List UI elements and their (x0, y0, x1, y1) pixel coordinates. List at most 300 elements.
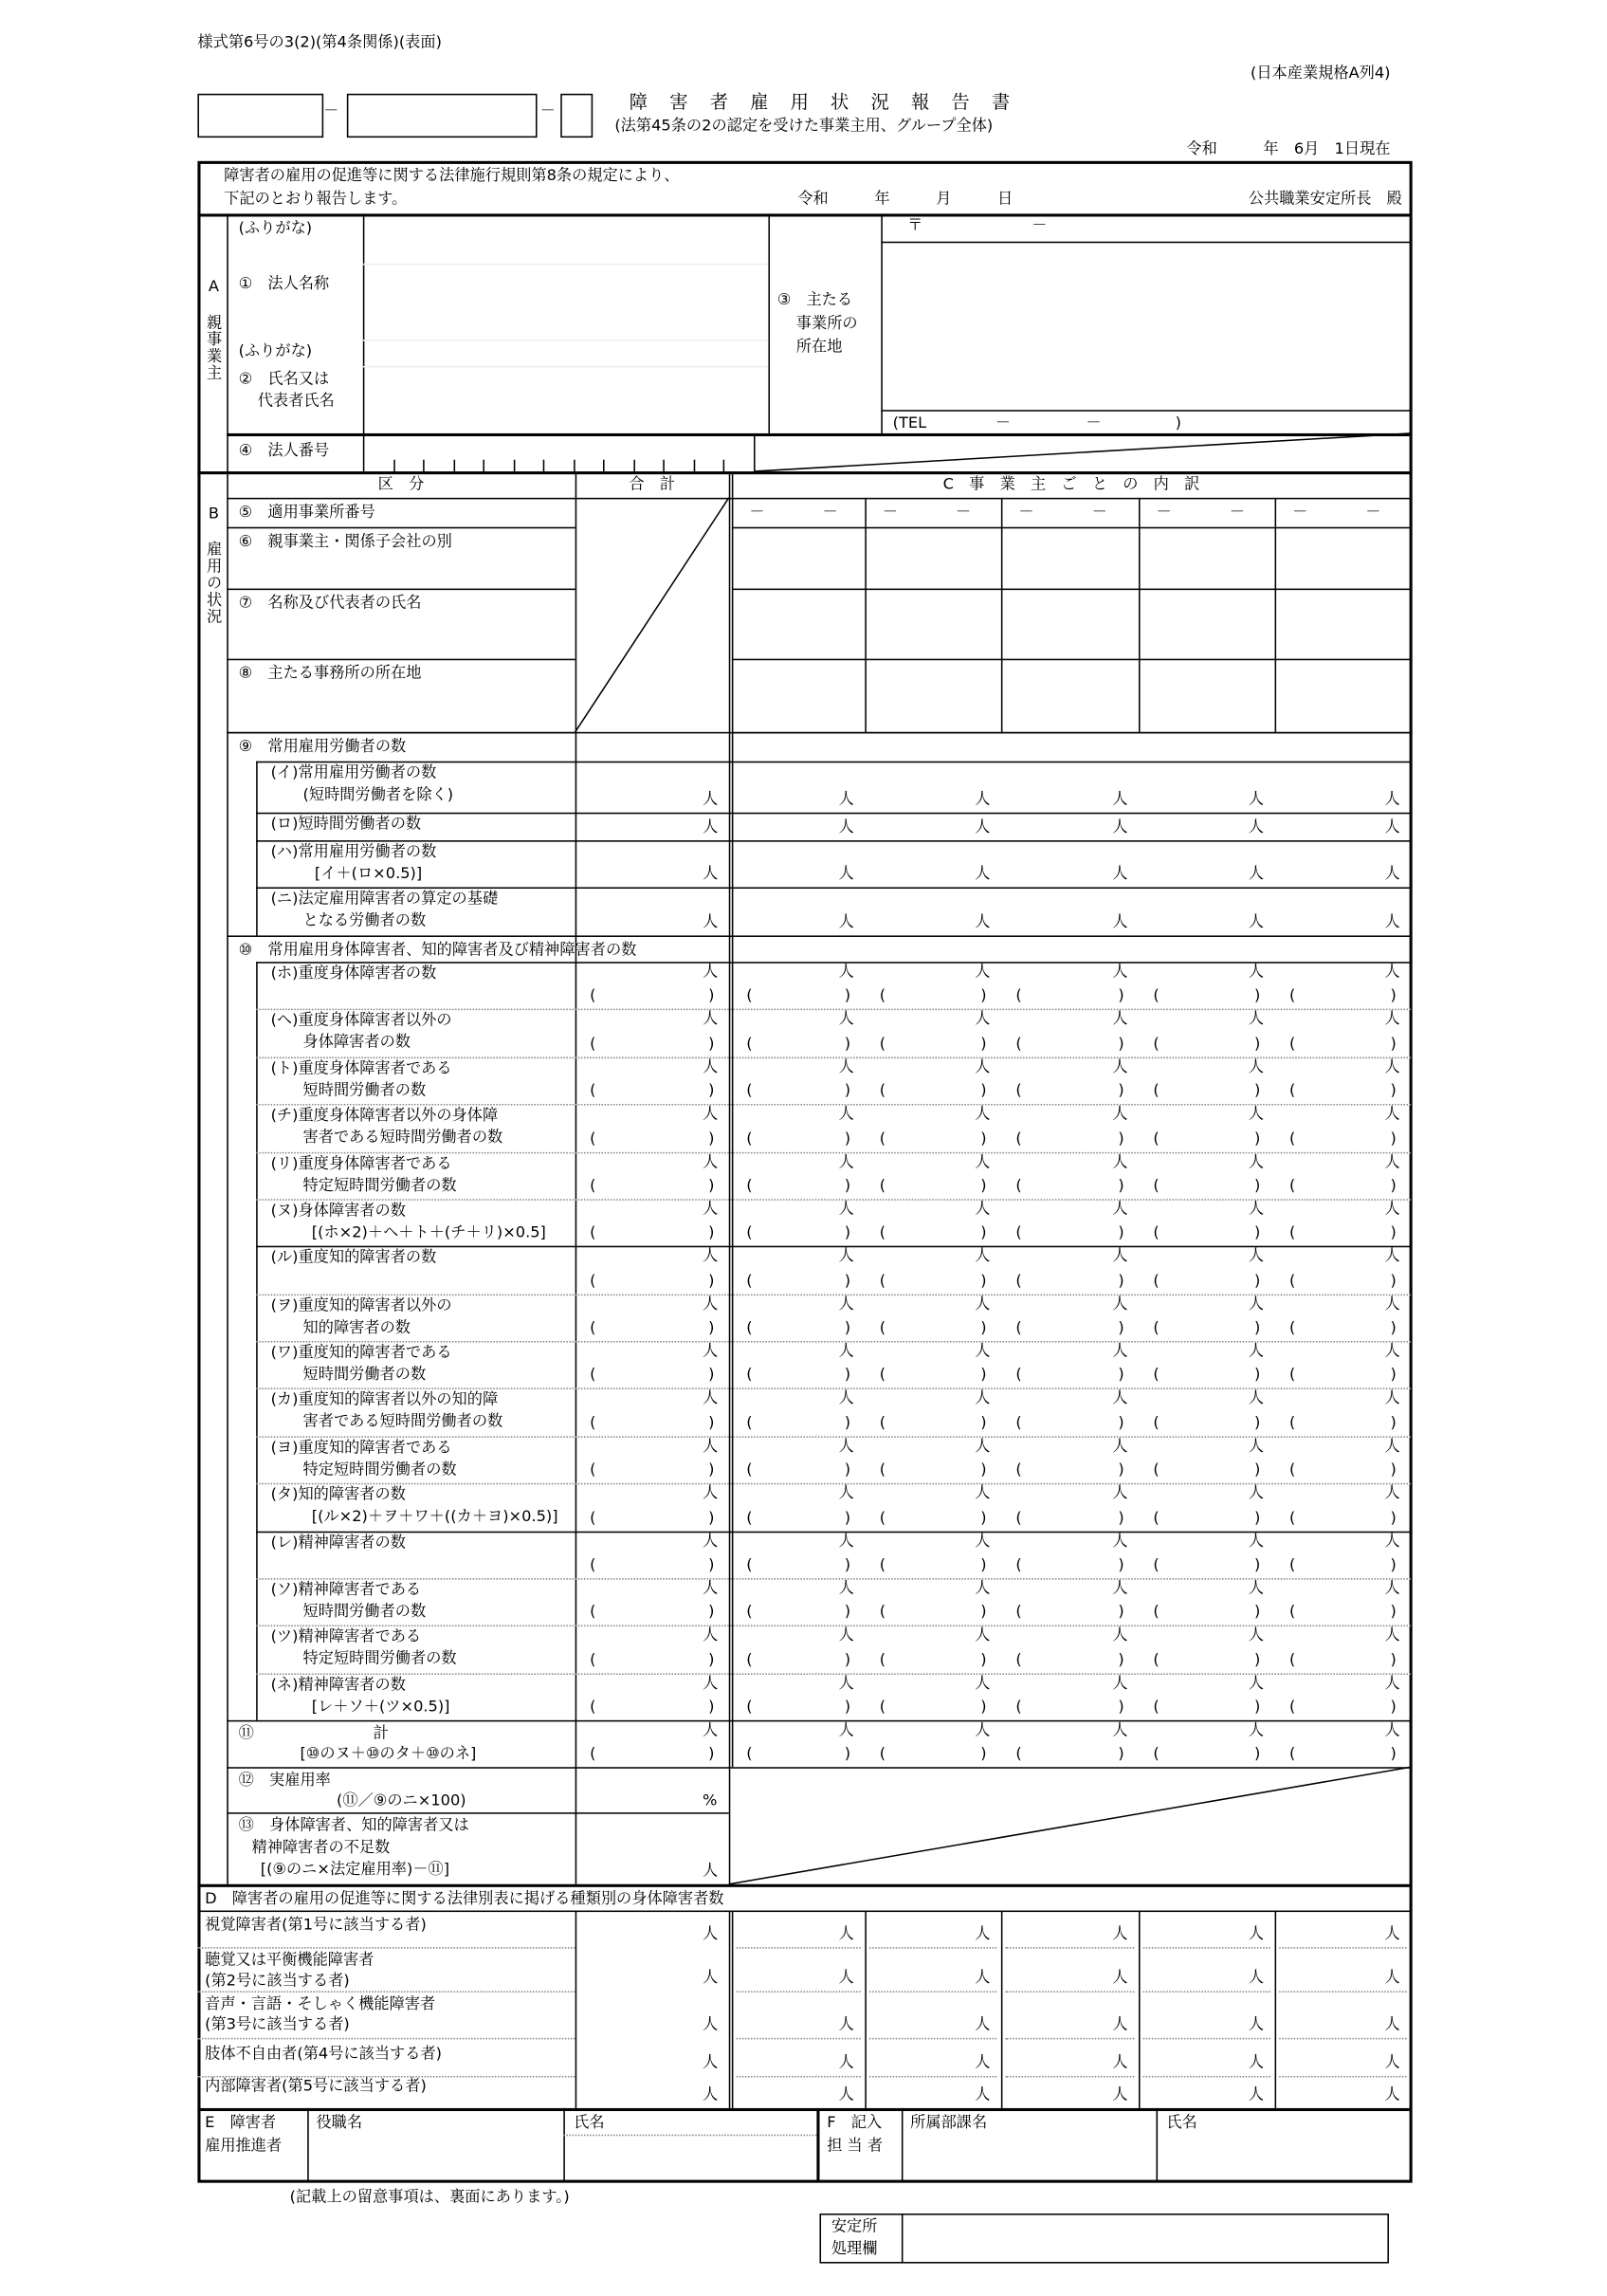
paren-open: ( (879, 1081, 886, 1100)
paren-close: ) (1118, 1650, 1124, 1669)
paren-close: ) (1390, 1555, 1397, 1574)
paren-close: ) (844, 1366, 851, 1385)
paren-close: ) (980, 987, 987, 1005)
person-unit: 人 (838, 790, 854, 809)
paren-open: ( (1153, 1745, 1160, 1763)
person-unit: 人 (702, 1721, 719, 1739)
person-unit: 人 (1112, 1389, 1128, 1408)
paren-open: ( (879, 1223, 886, 1242)
corporate-number-input[interactable] (364, 434, 752, 471)
column-header-breakdown: C 事 業 主 ご と の 内 訳 (942, 475, 1200, 494)
person-unit: 人 (1112, 1532, 1128, 1551)
person-unit: 人 (975, 1389, 991, 1408)
paren-close: ) (708, 1366, 715, 1385)
paren-open: ( (590, 1318, 596, 1337)
person-unit: 人 (838, 1674, 854, 1692)
person-unit: 人 (1384, 1105, 1400, 1124)
paren-close: ) (1390, 1271, 1397, 1290)
person-unit: 人 (702, 1389, 719, 1408)
person-unit: 人 (975, 1152, 991, 1171)
person-unit: 人 (1384, 1200, 1400, 1219)
parent-subsidiary-input[interactable] (1002, 528, 1137, 587)
corporate-name-furigana-input[interactable] (364, 215, 767, 264)
promoter-name-label: 氏名 (574, 2114, 605, 2132)
paren-close: ) (844, 1508, 851, 1527)
paren-open: ( (746, 1460, 753, 1479)
person-unit: 人 (838, 865, 854, 883)
paren-open: ( (746, 987, 753, 1005)
paren-close: ) (1118, 1555, 1124, 1574)
rule-line (227, 659, 575, 661)
paren-close: ) (1390, 1508, 1397, 1527)
person-unit: 人 (702, 1437, 719, 1456)
paren-close: ) (1253, 1555, 1261, 1574)
person-unit: 人 (702, 817, 719, 836)
furigana-label: (ふりがな) (238, 219, 313, 238)
jis-note: (日本産業規格A列4) (1250, 64, 1391, 83)
person-unit: 人 (1112, 2053, 1128, 2072)
paren-open: ( (590, 1081, 596, 1100)
person-unit: 人 (838, 963, 854, 982)
person-unit: 人 (702, 1295, 719, 1313)
paren-open: ( (1015, 1650, 1022, 1669)
person-unit: 人 (1112, 1626, 1128, 1644)
person-unit: 人 (1112, 2085, 1128, 2104)
main-office-address-input[interactable] (867, 660, 999, 730)
rule-line (197, 2108, 1411, 2111)
parent-subsidiary-input[interactable] (1276, 528, 1409, 587)
person-unit: 人 (702, 1342, 719, 1361)
paren-close: ) (1118, 1460, 1124, 1479)
paren-open: ( (746, 1366, 753, 1385)
paren-open: ( (1288, 1035, 1296, 1053)
paren-close: ) (1390, 1650, 1397, 1669)
address-input[interactable] (883, 243, 1410, 408)
person-unit: 人 (1112, 1247, 1128, 1266)
person-unit: 人 (975, 1247, 991, 1266)
disability-type-label: (第3号に該当する者) (205, 2015, 350, 2034)
person-unit: 人 (1248, 1969, 1264, 1987)
person-unit: 人 (838, 1924, 854, 1943)
person-unit: 人 (1384, 2053, 1400, 2072)
paren-open: ( (590, 987, 596, 1005)
disabled-subitem-label: 害者である短時間労働者の数 (302, 1413, 503, 1431)
representative-name-label: ② 氏名又は (238, 370, 330, 389)
person-unit: 人 (975, 1721, 991, 1739)
disabled-subitem-label: (ホ)重度身体障害者の数 (270, 964, 437, 983)
person-unit: 人 (1384, 2085, 1400, 2104)
paren-close: ) (844, 1698, 851, 1717)
paren-open: ( (1288, 1413, 1296, 1432)
total-formula: [⑩のヌ＋⑩のタ＋⑩のネ] (300, 1745, 477, 1763)
office-number-dash: － (882, 504, 899, 522)
disabled-subitem-label: (ヘ)重度身体障害者以外の (270, 1012, 452, 1030)
paren-close: ) (708, 1271, 715, 1290)
paren-open: ( (879, 1603, 886, 1622)
paren-open: ( (1153, 1413, 1160, 1432)
disability-type-label: 視覚障害者(第1号に該当する者) (205, 1916, 427, 1935)
paren-close: ) (708, 1508, 715, 1527)
paren-close: ) (1390, 1413, 1397, 1432)
rule-line (754, 433, 756, 471)
paren-close: ) (708, 1603, 715, 1622)
office-processing-label: 処理欄 (831, 2239, 878, 2258)
paren-close: ) (1253, 1698, 1261, 1717)
person-unit: 人 (702, 1057, 719, 1076)
paren-close: ) (844, 1129, 851, 1148)
disabled-subitem-label: (ネ)精神障害者の数 (270, 1675, 406, 1694)
paren-close: ) (1253, 1035, 1261, 1053)
paren-close: ) (1118, 987, 1124, 1005)
person-unit: 人 (1112, 1969, 1128, 1987)
rule-line (197, 1947, 575, 1949)
rule-line (816, 2108, 819, 2181)
paren-open: ( (1153, 1555, 1160, 1574)
paren-close: ) (1390, 1129, 1397, 1148)
tel-label: (TEL (892, 413, 927, 432)
person-unit: 人 (838, 1342, 854, 1361)
paren-open: ( (1153, 1650, 1160, 1669)
person-unit: 人 (975, 1532, 991, 1551)
promoter-position-input[interactable] (309, 2135, 562, 2180)
paren-open: ( (879, 1176, 886, 1195)
person-unit: 人 (1384, 1010, 1400, 1029)
paren-open: ( (1015, 1745, 1022, 1763)
paren-close: ) (708, 987, 715, 1005)
representative-name-input[interactable] (364, 367, 767, 432)
form-number-box-2[interactable] (347, 94, 538, 138)
paren-open: ( (1153, 1366, 1160, 1385)
disabled-subitem-label: (チ)重度身体障害者以外の身体障 (270, 1107, 499, 1125)
contact-name-input[interactable] (1158, 2135, 1410, 2180)
person-unit: 人 (1384, 1437, 1400, 1456)
paren-open: ( (1015, 1271, 1022, 1290)
person-unit: 人 (975, 2085, 991, 2104)
person-unit: 人 (702, 1924, 719, 1943)
rule-line (227, 935, 1411, 937)
disabled-subitem-label: (ト)重度身体障害者である (270, 1059, 452, 1077)
person-unit: 人 (838, 1579, 854, 1597)
person-unit: 人 (1248, 1437, 1264, 1456)
rule-line (197, 2038, 575, 2040)
person-unit: 人 (1384, 1674, 1400, 1692)
paren-open: ( (1288, 1318, 1296, 1337)
disabled-subitem-label: (レ)精神障害者の数 (270, 1534, 406, 1552)
person-unit: 人 (1248, 963, 1264, 982)
paren-close: ) (1253, 987, 1261, 1005)
person-unit: 人 (975, 1969, 991, 1987)
disabled-subitem-label: (リ)重度身体障害者である (270, 1154, 452, 1172)
tel-input[interactable] (937, 412, 1171, 433)
regular-workers-subitem-label: となる労働者の数 (302, 911, 427, 930)
person-unit: 人 (1384, 1389, 1400, 1408)
paren-open: ( (746, 1035, 753, 1053)
name-representative-input[interactable] (867, 590, 999, 657)
person-unit: 人 (702, 913, 719, 931)
person-unit: 人 (1384, 1342, 1400, 1361)
parent-subsidiary-input[interactable] (867, 528, 999, 587)
paren-close: ) (708, 1555, 715, 1574)
disabled-subitem-label: 害者である短時間労働者の数 (302, 1129, 503, 1147)
rule-line (227, 527, 575, 529)
office-number-dash: － (822, 504, 838, 522)
disabled-subitem-label: 特定短時間労働者の数 (302, 1460, 457, 1479)
paren-close: ) (980, 1745, 987, 1763)
office-number-dash: － (749, 504, 765, 522)
person-unit: 人 (1248, 790, 1264, 809)
main-office-address-input[interactable] (1276, 660, 1409, 730)
disabled-subitem-label: 知的障害者の数 (302, 1318, 411, 1336)
person-unit: 人 (1248, 2085, 1264, 2104)
main-office-address-input[interactable] (733, 660, 863, 730)
person-unit: 人 (1112, 865, 1128, 883)
person-unit: 人 (1248, 865, 1264, 883)
corporate-name-label: ① 法人名称 (238, 275, 330, 293)
paren-close: ) (708, 1650, 715, 1669)
corporate-name-input[interactable] (364, 265, 767, 340)
paren-close: ) (1253, 1508, 1261, 1527)
paren-open: ( (590, 1698, 596, 1717)
paren-open: ( (1015, 1603, 1022, 1622)
paren-close: ) (1118, 1698, 1124, 1717)
paren-open: ( (1288, 1698, 1296, 1717)
person-unit: 人 (838, 913, 854, 931)
paren-open: ( (1153, 1271, 1160, 1290)
main-office-address-input[interactable] (1002, 660, 1137, 730)
paren-open: ( (746, 1081, 753, 1100)
person-unit: 人 (1248, 1579, 1264, 1597)
name-representative-input[interactable] (1276, 590, 1409, 657)
shortage-label: ⑬ 身体障害者、知的障害者又は (238, 1816, 469, 1835)
paren-open: ( (879, 1745, 886, 1763)
paren-open: ( (1288, 1745, 1296, 1763)
person-unit: 人 (1384, 2015, 1400, 2034)
person-unit: 人 (1248, 1674, 1264, 1692)
tel-close: ) (1175, 413, 1181, 432)
person-unit: 人 (702, 2053, 719, 2072)
paren-open: ( (1153, 1508, 1160, 1527)
paren-close: ) (1253, 1413, 1261, 1432)
paren-open: ( (1288, 1603, 1296, 1622)
paren-open: ( (879, 1129, 886, 1148)
tel-dash: － (1086, 413, 1102, 432)
disabled-subitem-label: (ヨ)重度知的障害者である (270, 1439, 452, 1457)
person-unit: 人 (975, 2053, 991, 2072)
contact-department-input[interactable] (903, 2135, 1155, 2180)
paren-open: ( (1015, 1460, 1022, 1479)
person-unit: 人 (702, 2015, 719, 2034)
office-number-dash: － (1229, 504, 1245, 522)
disability-type-label: 音声・言語・そしゃく機能障害者 (205, 1995, 436, 2013)
paren-close: ) (708, 1081, 715, 1100)
person-unit: 人 (1248, 1200, 1264, 1219)
paren-close: ) (1253, 1366, 1261, 1385)
contact-department-label: 所属部課名 (910, 2114, 988, 2132)
form-id-label: 様式第6号の3(2)(第4条関係)(表面) (197, 33, 442, 52)
person-unit: 人 (702, 1532, 719, 1551)
paren-open: ( (590, 1129, 596, 1148)
main-office-label: ③ 主たる (776, 291, 853, 309)
office-number-dash: － (956, 504, 972, 522)
person-unit: 人 (1112, 1721, 1128, 1739)
disabled-subitem-label: (タ)知的障害者の数 (270, 1486, 406, 1504)
parent-subsidiary-input[interactable] (733, 528, 863, 587)
paren-open: ( (746, 1129, 753, 1148)
paren-close: ) (1390, 1460, 1397, 1479)
paren-close: ) (844, 1603, 851, 1622)
person-unit: 人 (1248, 2053, 1264, 2072)
paren-close: ) (1118, 1035, 1124, 1053)
disabled-subitem-label: [レ＋ソ＋(ツ×0.5)] (311, 1698, 450, 1716)
section-a-label: A 親事業主 (205, 278, 223, 382)
paren-open: ( (879, 1650, 886, 1669)
paren-close: ) (708, 1129, 715, 1148)
promoter-name-input[interactable] (565, 2136, 815, 2179)
form-number-box-3[interactable] (560, 94, 593, 138)
paren-open: ( (1015, 1081, 1022, 1100)
paren-close: ) (844, 1223, 851, 1242)
paren-close: ) (1253, 1271, 1261, 1290)
paren-open: ( (1288, 1366, 1296, 1385)
office-processing-input[interactable] (903, 2215, 1385, 2262)
paren-close: ) (844, 1318, 851, 1337)
report-title: 障害者雇用状況報告書 (629, 90, 1032, 113)
office-number-dash: － (1365, 504, 1381, 522)
paren-close: ) (844, 1745, 851, 1763)
paren-open: ( (1015, 1413, 1022, 1432)
paren-open: ( (879, 1508, 886, 1527)
person-unit: 人 (1248, 1010, 1264, 1029)
tel-dash: － (995, 413, 1011, 432)
postal-code-input[interactable] (922, 215, 1405, 240)
paren-open: ( (1015, 1223, 1022, 1242)
paren-open: ( (879, 987, 886, 1005)
rule-line (227, 589, 575, 591)
name-representative-input[interactable] (733, 590, 863, 657)
paren-close: ) (708, 1698, 715, 1717)
paren-open: ( (746, 1603, 753, 1622)
paren-open: ( (1153, 987, 1160, 1005)
disabled-subitem-label: [(ホ×2)＋ヘ＋ト＋(チ＋リ)×0.5] (311, 1223, 546, 1241)
paren-close: ) (980, 1698, 987, 1717)
person-unit: 人 (838, 1437, 854, 1456)
person-unit: 人 (838, 2015, 854, 2034)
person-unit: 人 (1112, 1010, 1128, 1029)
paren-open: ( (590, 1460, 596, 1479)
person-unit: 人 (838, 1200, 854, 1219)
office-number-dash: － (1018, 504, 1034, 522)
person-unit: 人 (1112, 913, 1128, 931)
rule-line (227, 732, 1411, 734)
office-number-label: ⑤ 適用事業所番号 (238, 504, 375, 522)
rule-line (227, 1767, 1411, 1769)
paren-close: ) (1253, 1603, 1261, 1622)
paren-open: ( (1015, 1035, 1022, 1053)
report-subtitle: (法第45条の2の認定を受けた事業主用、グループ全体) (614, 117, 994, 136)
total-number-label: ⑪ (238, 1724, 254, 1743)
person-unit: 人 (1248, 1152, 1264, 1171)
person-unit: 人 (975, 1674, 991, 1692)
paren-close: ) (708, 1745, 715, 1763)
person-unit: 人 (975, 2015, 991, 2034)
column-header-total: 合 計 (629, 475, 676, 494)
disabled-subitem-label: 短時間労働者の数 (302, 1603, 427, 1621)
person-unit: 人 (702, 790, 719, 809)
disability-type-label: 聴覚又は平衡機能障害者 (205, 1951, 374, 1970)
person-unit: 人 (975, 1484, 991, 1503)
person-unit: 人 (975, 1342, 991, 1361)
person-unit: 人 (1248, 2015, 1264, 2034)
section-e-label: E 障害者 (205, 2114, 277, 2132)
person-unit: 人 (1384, 913, 1400, 931)
paren-open: ( (879, 1555, 886, 1574)
person-unit: 人 (1112, 1579, 1128, 1597)
person-unit: 人 (1384, 963, 1400, 982)
rule-line (768, 213, 770, 433)
main-office-label: 事業所の (795, 314, 858, 333)
name-representative-input[interactable] (1002, 590, 1137, 657)
disabled-subitem-label: (ワ)重度知的障害者である (270, 1344, 452, 1362)
main-office-address-input[interactable] (1141, 660, 1273, 730)
paren-close: ) (980, 1460, 987, 1479)
person-unit: 人 (838, 1626, 854, 1644)
promoter-position-label: 役職名 (316, 2114, 363, 2132)
intro-text-line1: 障害者の雇用の促進等に関する法律施行規則第8条の規定により、 (224, 166, 680, 185)
parent-subsidiary-input[interactable] (1141, 528, 1273, 587)
paren-open: ( (1153, 1698, 1160, 1717)
paren-open: ( (590, 1555, 596, 1574)
paren-open: ( (746, 1745, 753, 1763)
paren-close: ) (1118, 1318, 1124, 1337)
paren-open: ( (1288, 1271, 1296, 1290)
paren-close: ) (708, 1223, 715, 1242)
person-unit: 人 (702, 963, 719, 982)
main-office-label: 所在地 (795, 338, 843, 357)
paren-open: ( (590, 1603, 596, 1622)
furigana-label: (ふりがな) (238, 342, 313, 360)
paren-close: ) (980, 1129, 987, 1148)
name-representative-input[interactable] (1141, 590, 1273, 657)
paren-open: ( (746, 1413, 753, 1432)
paren-open: ( (746, 1650, 753, 1669)
form-number-box-1[interactable] (197, 94, 323, 138)
person-unit: 人 (1384, 1484, 1400, 1503)
paren-open: ( (1288, 1508, 1296, 1527)
paren-close: ) (980, 1176, 987, 1195)
paren-close: ) (1118, 1176, 1124, 1195)
disabled-subitem-label: [(ル×2)＋ヲ＋ワ＋((カ＋ヨ)×0.5)] (311, 1508, 558, 1526)
paren-open: ( (1153, 1603, 1160, 1622)
number-dash: － (323, 102, 339, 120)
representative-furigana-input[interactable] (364, 341, 767, 366)
person-unit: 人 (702, 1969, 719, 1987)
section-e-label: 雇用推進者 (205, 2137, 283, 2156)
person-unit: 人 (975, 1105, 991, 1124)
person-unit: 人 (1384, 790, 1400, 809)
intro-text-line2: 下記のとおり報告します。 (224, 190, 408, 209)
paren-close: ) (980, 1035, 987, 1053)
paren-close: ) (980, 1508, 987, 1527)
person-unit: 人 (1384, 1721, 1400, 1739)
person-unit: 人 (702, 1105, 719, 1124)
person-unit: 人 (975, 1626, 991, 1644)
paren-open: ( (879, 1318, 886, 1337)
disabled-subitem-label: (カ)重度知的障害者以外の知的障 (270, 1391, 499, 1409)
paren-open: ( (879, 1460, 886, 1479)
paren-close: ) (980, 1318, 987, 1337)
person-unit: 人 (1248, 1342, 1264, 1361)
person-unit: 人 (838, 1969, 854, 1987)
